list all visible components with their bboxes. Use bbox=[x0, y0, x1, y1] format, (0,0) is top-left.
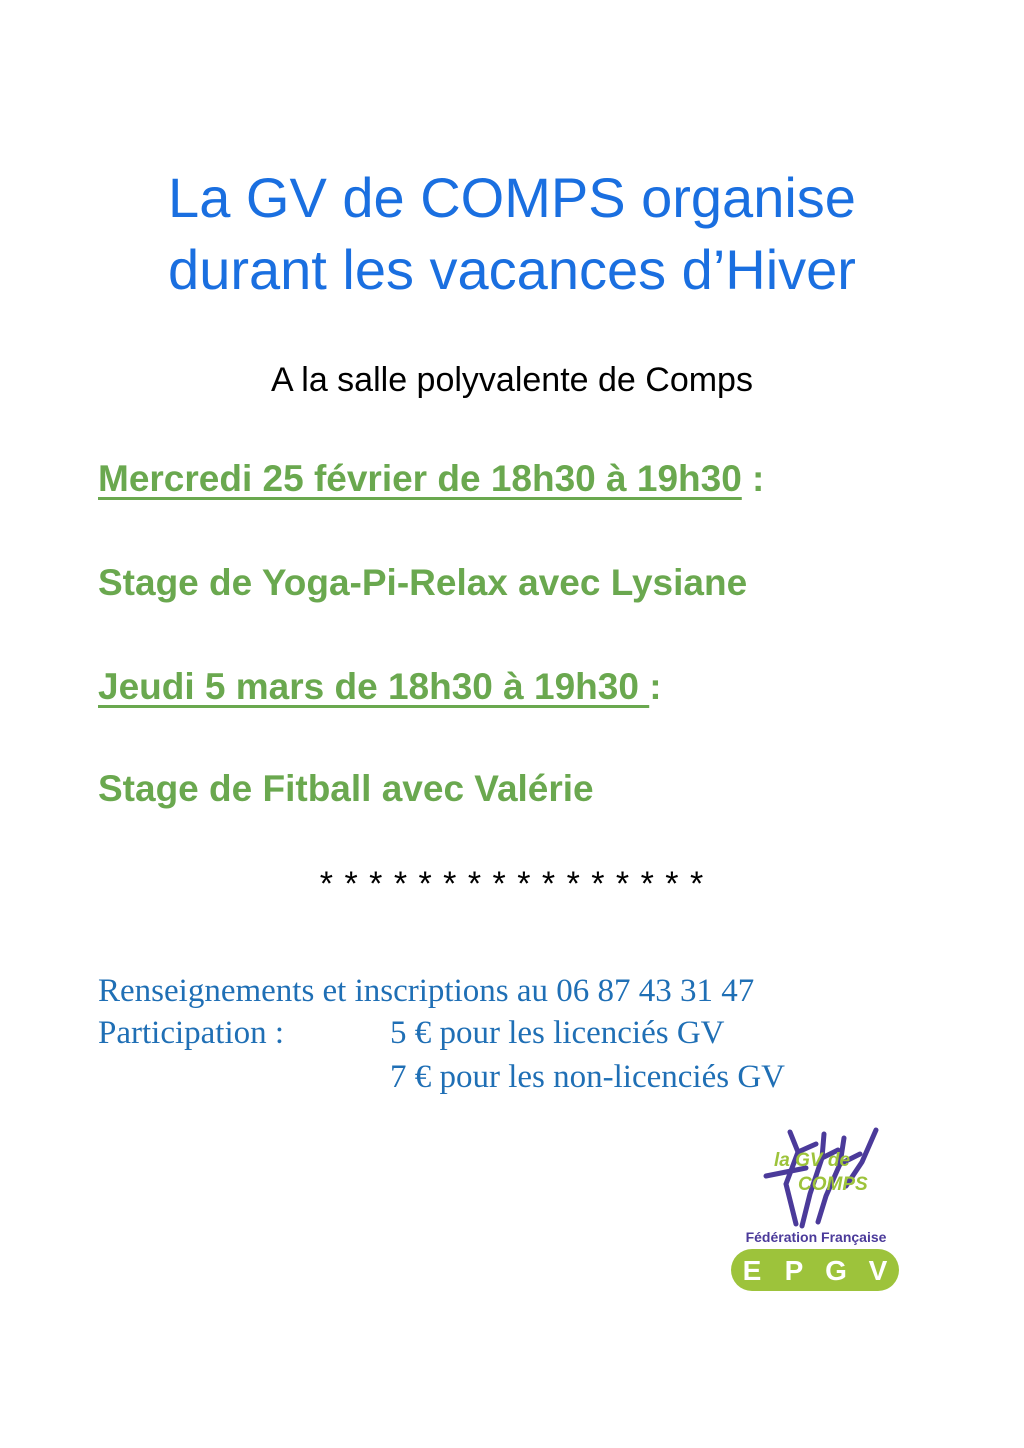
participation-label: Participation : bbox=[98, 1015, 285, 1051]
event-1-date-text: Mercredi 25 février de 18h30 à 19h30 bbox=[98, 458, 742, 499]
event-2-date-text: Jeudi 5 mars de 18h30 à 19h30 bbox=[98, 666, 650, 707]
event-2-description: Stage de Fitball avec Valérie bbox=[98, 768, 594, 809]
badge-letter-p: P bbox=[784, 1255, 804, 1286]
price-unlicensed: 7 € pour les non-licenciés GV bbox=[390, 1059, 785, 1095]
event-2-date bbox=[98, 664, 662, 710]
poster-title-line-1: La GV de COMPS organise bbox=[168, 166, 856, 229]
epgv-badge bbox=[731, 1249, 899, 1291]
event-1-date-suffix: : bbox=[741, 458, 765, 499]
epgv-logo bbox=[726, 1124, 906, 1300]
price-licensed: 5 € pour les licenciés GV bbox=[390, 1015, 725, 1051]
badge-letter-v: V bbox=[868, 1255, 888, 1286]
badge-letter-g: G bbox=[825, 1255, 847, 1286]
federation-text: Fédération Française bbox=[745, 1229, 887, 1245]
event-1-date bbox=[98, 456, 764, 502]
contact-info: Renseignements et inscriptions au 06 87 43 31 47 bbox=[98, 973, 755, 1009]
venue-text: A la salle polyvalente de Comps bbox=[271, 361, 753, 399]
event-1-description: Stage de Yoga-Pi-Relax avec Lysiane bbox=[98, 562, 748, 603]
club-text-line-1: la GV de bbox=[774, 1150, 851, 1171]
epgv-logo-graphic bbox=[726, 1124, 906, 1300]
poster-title-line-2: durant les vacances d’Hiver bbox=[168, 238, 856, 301]
badge-letter-e: E bbox=[742, 1255, 762, 1286]
event-2-date-suffix: : bbox=[649, 666, 662, 707]
badge-band bbox=[752, 1249, 878, 1291]
club-text-line-2: COMPS bbox=[798, 1174, 868, 1195]
separator-stars: * * * * * * * * * * * * * * * * bbox=[319, 865, 705, 903]
